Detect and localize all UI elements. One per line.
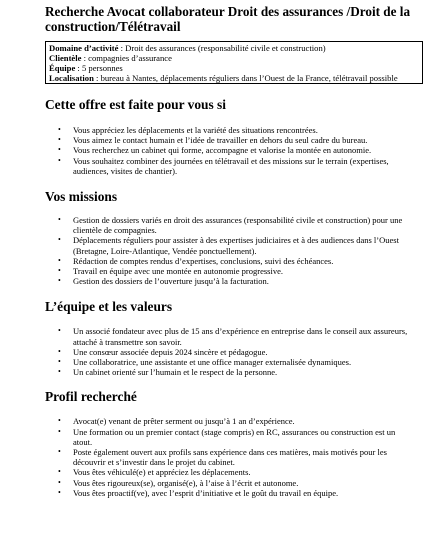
info-row-clientele — [49, 53, 419, 63]
section-title-profil: Profil recherché — [45, 389, 137, 405]
section-list-equipe — [45, 326, 441, 377]
info-row-equipe — [49, 63, 419, 73]
list-item: • Une collaboratrice, une assistante et une office manager externalisée dynamiques. — [45, 357, 409, 367]
list-item: • Une consœur associée depuis 2024 sincère et pédagogue. — [45, 347, 409, 357]
job-info-box — [45, 41, 423, 84]
section-title-missions: Vos missions — [45, 189, 118, 205]
info-value: : Droit des assurances (responsabilité civile et construction) — [118, 43, 326, 53]
page-title: Recherche Avocat collaborateur Droit des assurances /Droit de la construction/Télétravail — [45, 4, 411, 34]
info-value: : compagnies d’assurance — [81, 53, 172, 63]
list-item: • Vous aimez le contact humain et l’idée de travailler en dehors du seul cadre du bureau. — [45, 135, 409, 145]
section-title-equipe: L’équipe et les valeurs — [45, 299, 173, 315]
list-item: • Un associé fondateur avec plus de 15 ans d’expérience en entreprise dans le conseil aux assureurs, attaché à transmettre son savoir. — [45, 326, 409, 346]
list-item: • Vous êtes proactif(ve), avec l’esprit d’initiative et le goût du travail en équipe. — [45, 488, 409, 498]
info-label: Domaine d’activité — [49, 43, 119, 53]
section-list-profil — [45, 416, 441, 498]
section-title-offre: Cette offre est faite pour vous si — [45, 97, 226, 112]
section-list-offre — [45, 125, 441, 176]
list-item: • Un cabinet orienté sur l’humain et le respect de la personne. — [45, 367, 409, 377]
list-item: • Poste également ouvert aux profils sans expérience dans ces matières, mais motivés pour les découvrir et s’investir dans le projet du cabinet. — [45, 447, 409, 467]
info-row-localisation — [49, 73, 419, 83]
list-item: • Une formation ou un premier contact (stage compris) en RC, assurances ou construction est un atout. — [45, 427, 409, 447]
list-item: • Vous êtes rigoureux(se), organisé(e), à l’aise à l’écrit et autonome. — [45, 478, 409, 488]
list-item: • Gestion des dossiers de l’ouverture jusqu’à la facturation. — [45, 276, 409, 286]
info-label: Équipe — [49, 63, 76, 73]
list-item: • Gestion de dossiers variés en droit des assurances (responsabilité civile et construction) pour une clientèle de compagnies. — [45, 215, 409, 235]
list-item: • Vous êtes véhiculé(e) et appréciez les déplacements. — [45, 467, 409, 477]
info-row-domaine — [49, 43, 419, 53]
list-item: • Vous recherchez un cabinet qui forme, accompagne et valorise la montée en autonomie. — [45, 145, 409, 155]
list-item: • Vous souhaitez combiner des journées en télétravail et des missions sur le terrain (expertises, audiences, visites de chantier). — [45, 156, 409, 176]
info-label: Clientèle — [49, 53, 82, 63]
info-value: : 5 personnes — [75, 63, 123, 73]
list-item: • Déplacements réguliers pour assister à des expertises judiciaires et à des audiences dans l’Ouest (Bretagne, Loire-Atlantique, Vendée ponctuellement). — [45, 235, 409, 255]
list-item: • Travail en équipe avec une montée en autonomie progressive. — [45, 266, 409, 276]
section-list-missions — [45, 215, 441, 286]
info-label: Localisation — [49, 73, 94, 83]
info-value: : bureau à Nantes, déplacements réguliers dans l’Ouest de la France, télétravail possible — [93, 73, 398, 83]
list-item: • Vous appréciez les déplacements et la variété des situations rencontrées. — [45, 125, 409, 135]
list-item: • Rédaction de comptes rendus d’expertises, conclusions, suivi des échéances. — [45, 256, 409, 266]
list-item: • Avocat(e) venant de prêter serment ou jusqu’à 1 an d’expérience. — [45, 416, 409, 426]
